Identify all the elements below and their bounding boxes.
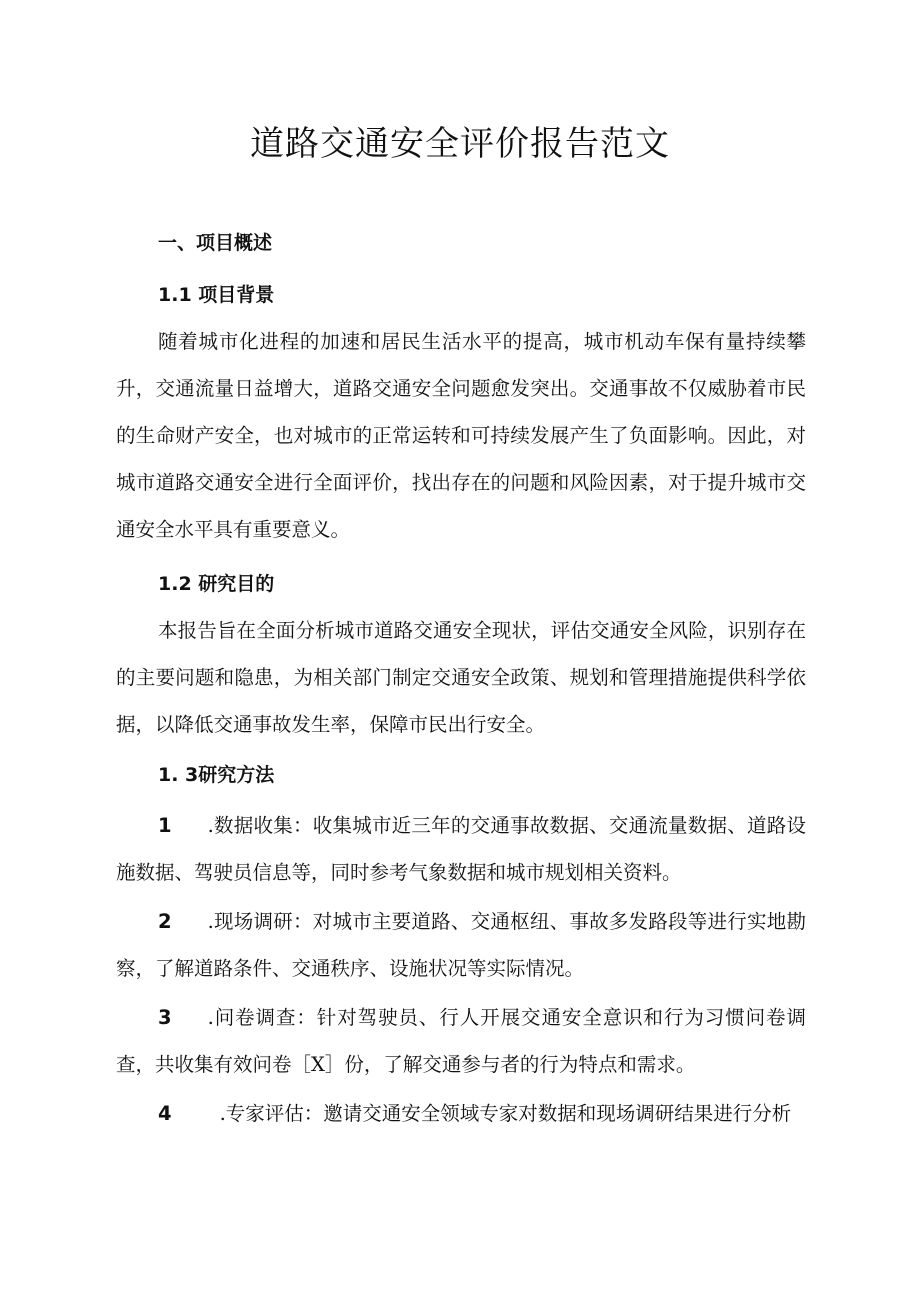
method-item bbox=[116, 802, 806, 896]
method-text: .数据收集：收集城市近三年的交通事故数据、交通流量数据、道路设施数据、驾驶员信息等，同时参考气象数据和城市规划相关资料。 bbox=[116, 814, 806, 884]
method-text: .问卷调查：针对驾驶员、行人开展交通安全意识和行为习惯问卷调查，共收集有效问卷［X］份，了解交通参与者的行为特点和需求。 bbox=[116, 1006, 806, 1076]
document-title: 道路交通安全评价报告范文 bbox=[250, 124, 670, 164]
subsection-heading-methods: 1. 3研究方法 bbox=[158, 764, 275, 786]
method-number: 1 bbox=[158, 814, 172, 837]
subsection-heading-purpose: 1.2 研究目的 bbox=[158, 573, 275, 595]
method-number: 2 bbox=[158, 910, 172, 933]
method-number: 4 bbox=[158, 1102, 172, 1125]
section-heading-overview: 一、项目概述 bbox=[158, 232, 273, 254]
method-number: 3 bbox=[158, 1006, 172, 1029]
subsection-heading-background: 1.1 项目背景 bbox=[158, 284, 275, 306]
method-text: .专家评估：邀请交通安全领域专家对数据和现场调研结果进行分析 bbox=[219, 1102, 792, 1125]
method-text: .现场调研：对城市主要道路、交通枢纽、事故多发路段等进行实地勘察，了解道路条件、交通秩序、设施状况等实际情况。 bbox=[116, 910, 806, 980]
paragraph-purpose: 本报告旨在全面分析城市道路交通安全现状，评估交通安全风险，识别存在的主要问题和隐患，为相关部门制定交通安全政策、规划和管理措施提供科学依据，以降低交通事故发生率，保障市民出行安全。 bbox=[116, 619, 806, 736]
paragraph-background: 随着城市化进程的加速和居民生活水平的提高，城市机动车保有量持续攀升，交通流量日益增大，道路交通安全问题愈发突出。交通事故不仅威胁着市民的生命财产安全，也对城市的正常运转和可持续发展产生了负面影响。因此，对城市道路交通安全进行全面评价，找出存在的问题和风险因素，对于提升城市交通安全水平具有重要意义。 bbox=[116, 330, 806, 541]
method-item bbox=[116, 898, 806, 992]
method-item bbox=[116, 994, 806, 1088]
method-item bbox=[116, 1090, 806, 1137]
